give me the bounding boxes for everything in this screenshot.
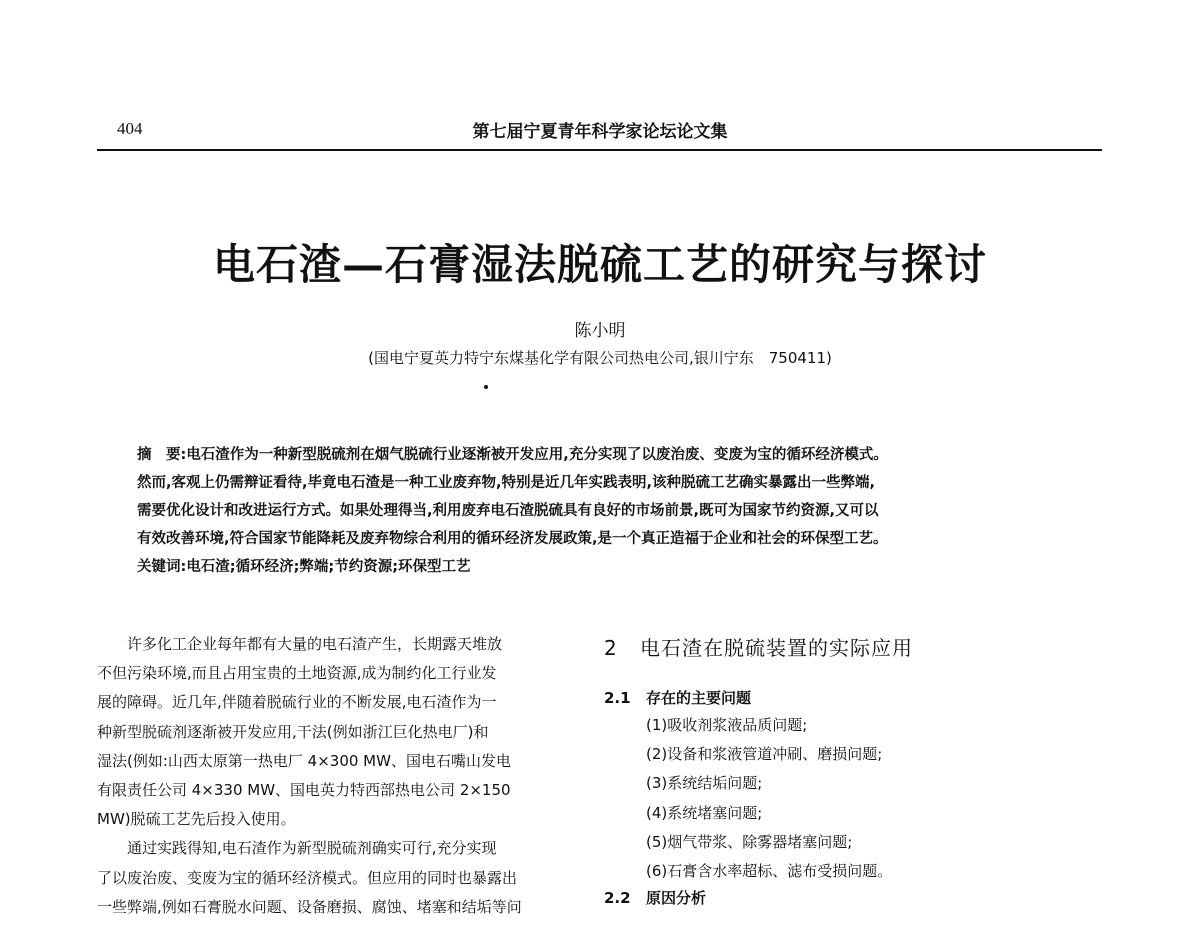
section-heading (604, 632, 1104, 661)
abstract-text: 电石渣作为一种新型脱硫剂在烟气脱硫行业逐渐被开发应用,充分实现了以废治废、变废为宝的循环经济模式。 (186, 447, 888, 463)
body-line: 展的障碍。近几年,伴随着脱硫行业的不断发展,电石渣作为一 (97, 693, 497, 712)
affiliation: (国电宁夏英力特宁东煤基化学有限公司热电公司,银川宁东 750411) (368, 349, 832, 367)
body-line: 一些弊端,例如石膏脱水问题、设备磨损、腐蚀、堵塞和结垢等问 (97, 897, 522, 916)
subsection-title: 原因分析 (646, 889, 707, 908)
body-line: 湿法(例如:山西太原第一热电厂 4×300 MW、国电石嘴山发电 (97, 751, 511, 770)
subsection-number: 2.1 (604, 689, 631, 707)
body-line: 不但污染环境,而且占用宝贵的土地资源,成为制约化工行业发 (97, 664, 497, 683)
abstract (137, 441, 1063, 581)
body-left-column (97, 630, 592, 922)
list-item: (4)系统堵塞问题; (646, 803, 763, 822)
list-item: (2)设备和浆液管道冲刷、磨损问题; (646, 745, 883, 764)
list-item: (3)系统结垢问题; (646, 774, 763, 793)
list-item: (5)烟气带浆、除雾器堵塞问题; (646, 832, 853, 851)
body-line: 许多化工企业每年都有大量的电石渣产生，长期露天堆放 (127, 635, 503, 653)
body-line: 有限责任公司 4×330 MW、国电英力特西部热电公司 2×150 (97, 781, 511, 800)
header-rule (97, 149, 1102, 151)
body-line: MW)脱硫工艺先后投入使用。 (97, 810, 296, 829)
body-line: 种新型脱硫剂逐渐被开发应用,干法(例如浙江巨化热电厂)和 (97, 722, 489, 741)
list-item: (6)石膏含水率超标、滤布受损问题。 (646, 862, 893, 881)
decorative-dot (484, 385, 488, 389)
keywords-label: 关键词: (137, 559, 187, 575)
abstract-line: 需要优化设计和改进运行方式。如果处理得当,利用废弃电石渣脱硫具有良好的市场前景,既可为国家节约资源,又可以 (137, 503, 879, 519)
author: 陈小明 (574, 321, 626, 341)
article-title: 电石渣—石膏湿法脱硫工艺的研究与探讨 (212, 240, 987, 289)
keywords: 电石渣;循环经济;弊端;节约资源;环保型工艺 (186, 559, 471, 575)
subsection-heading (604, 687, 1104, 708)
running-head: 第七届宁夏青年科学家论坛论文集 (472, 122, 728, 142)
abstract-label: 摘 要: (137, 447, 187, 463)
keywords-line (137, 553, 1063, 581)
abstract-line: 然而,客观上仍需辩证看待,毕竟电石渣是一种工业废弃物,特别是近几年实践表明,该种脱硫工艺确实暴露出一些弊端, (137, 475, 876, 491)
body-line: 了以废治废、变废为宝的循环经济模式。但应用的同时也暴露出 (97, 868, 518, 887)
section-title: 电石渣在脱硫装置的实际应用 (640, 636, 913, 660)
subsection-title: 存在的主要问题 (646, 689, 752, 707)
abstract-line (137, 441, 1063, 469)
issues-list (604, 711, 1104, 886)
page-number: 404 (117, 119, 143, 138)
body-line: 通过实践得知,电石渣作为新型脱硫剂确实可行,充分实现 (127, 839, 497, 858)
body-right-column (604, 630, 1104, 908)
list-item: (1)吸收剂浆液品质问题; (646, 716, 808, 734)
subsection-heading (604, 887, 1104, 908)
subsection-number: 2.2 (604, 889, 631, 908)
abstract-line: 有效改善环境,符合国家节能降耗及废弃物综合利用的循环经济发展政策,是一个真正造福于企业和社会的环保型工艺。 (137, 531, 888, 547)
section-number: 2 (604, 636, 618, 660)
